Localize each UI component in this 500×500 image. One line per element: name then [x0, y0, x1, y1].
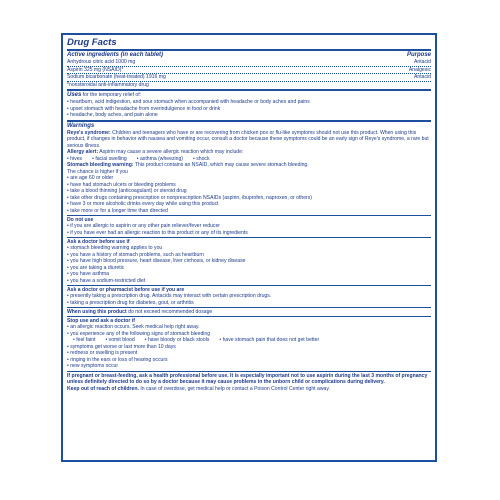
- when-using-section: [67, 309, 431, 316]
- ingredient-row: Aspirin 325 mg (NSAID)* Analgesic: [67, 66, 431, 73]
- list-item: • facial swelling: [92, 155, 127, 162]
- divider: [67, 120, 431, 122]
- do-not-use-section: [67, 217, 431, 237]
- list-item: • you have asthma: [67, 271, 109, 278]
- warnings-heading: Warnings: [67, 122, 95, 129]
- keep-out-of-reach: Keep out of reach of children. In case of overdose, get medical help or contact a Poison Control Center right away.: [67, 385, 330, 392]
- list-item: • asthma (wheezing): [136, 155, 183, 162]
- ingredient-footnote: *nonsteroidal anti-inflammatory drug: [67, 81, 149, 88]
- uses-section: [67, 92, 431, 119]
- list-item: • take other drugs containing prescription or nonprescription NSAIDs (aspirin, ibuprofen, naproxen, or others): [67, 194, 312, 201]
- list-item: • have 3 or more alcoholic drinks every day while using this product: [67, 201, 219, 207]
- list-item: • if you have ever had an allergic reaction to this product or any of its ingredients: [67, 229, 248, 236]
- list-item: • take more or for a longer time than directed: [67, 207, 168, 214]
- list-item: • ringing in the ears or loss of hearing occurs: [67, 356, 168, 363]
- bleeding-chance: The chance is higher if you: [67, 168, 128, 175]
- active-ingredients-header: [67, 52, 431, 59]
- divider: [67, 215, 431, 216]
- list-item: • take a blood thinning (anticoagulant) or steroid drug: [67, 188, 187, 194]
- list-item: • shock: [193, 155, 210, 162]
- do-not-use-heading: Do not use: [67, 216, 94, 223]
- list-item: • hives: [67, 155, 83, 162]
- purpose-heading: Purpose: [406, 52, 431, 58]
- stop-use-heading: Stop use and ask a doctor if: [67, 317, 135, 324]
- ask-doctor-heading: Ask a doctor before use if: [67, 238, 130, 245]
- divider: [67, 316, 431, 317]
- ask-pharmacist-section: [67, 287, 431, 307]
- ingredient-row: Sodium bicarbonate (heat-treated) 1916 mg Antacid: [67, 74, 431, 80]
- list-item: • you have high blood pressure, heart disease, liver cirrhosis, or kidney disease: [67, 258, 246, 265]
- uses-heading: Uses: [67, 92, 82, 98]
- list-item: • taking a prescription drug for diabetes, gout, or arthritis: [67, 299, 194, 306]
- list-item: • are age 60 or older: [67, 175, 114, 181]
- bleeding-warning: Stomach bleeding warning: This product contains an NSAID, which may cause severe stomach bleeding.: [67, 162, 309, 168]
- list-item: • redness or swelling is present: [67, 350, 138, 357]
- ask-pharmacist-heading: Ask a doctor or pharmacist before use if you are: [67, 286, 185, 293]
- list-item: • heartburn, acid indigestion, and sour stomach when accompanied with headache or body aches and pains: [67, 99, 310, 105]
- list-item: • have had stomach ulcers or bleeding problems: [67, 181, 176, 188]
- list-item: • symptoms get worse or last more than 10 days: [67, 343, 176, 350]
- list-item: • an allergic reaction occurs. Seek medical help right away.: [67, 324, 200, 331]
- ingredient-row: Anhydrous citric acid 1000 mg Antacid: [67, 59, 431, 65]
- divider: [67, 49, 431, 51]
- list-item: • upset stomach with headache from overindulgence in food or drink: [67, 105, 221, 112]
- list-item: • you are taking a diuretic: [67, 264, 125, 271]
- list-item: • stomach bleeding warning applies to you: [67, 245, 163, 252]
- warnings-section: [67, 123, 431, 215]
- uses-intro: for the temporary relief of:: [82, 92, 142, 98]
- list-item: • feel faint: [73, 337, 96, 344]
- list-item: • new symptoms occur: [67, 363, 119, 370]
- list-item: • vomit blood: [105, 337, 135, 344]
- list-item: • you experience any of the following signs of stomach bleeding: [67, 330, 211, 337]
- list-item: • have stomach pain that does not get better: [219, 337, 320, 344]
- active-ingredients-heading: Active ingredients (in each tablet): [67, 52, 164, 58]
- allergy-alert: Allergy alert: Aspirin may cause a severe allergic reaction which may include:: [67, 149, 244, 155]
- stop-use-section: [67, 318, 431, 370]
- list-item: • you have a sodium-restricted diet: [67, 277, 146, 284]
- active-ingredients-list: [67, 59, 431, 88]
- divider: [67, 237, 431, 238]
- divider: [67, 371, 431, 372]
- divider: [67, 307, 431, 308]
- list-item: • if you are allergic to aspirin or any other pain reliever/fever reducer: [67, 223, 220, 230]
- when-using-text: do not exceed recommended dosage: [128, 308, 213, 315]
- list-item: • headache, body aches, and pain alone: [67, 112, 158, 118]
- list-item: • presently taking a prescription drug. Antacids may interact with certain prescription drugs.: [67, 293, 272, 300]
- divider: [67, 285, 431, 286]
- drug-facts-panel: [61, 33, 437, 462]
- reye-warning: Reye's syndrome: Children and teenagers who have or are recovering from chicken pox or flu-like symptoms should not use this product. When using this product, if changes in behavior with nausea and vomiting occur, consult a doctor because these symptoms could be an early sign of Reye's syndrome, a rare but serious illness.: [67, 129, 429, 149]
- when-using-heading: When using this product: [67, 308, 127, 315]
- drug-facts-title: Drug Facts: [67, 37, 117, 48]
- pregnancy-warning: If pregnant or breast-feeding, ask a health professional before use. It is especially important not to use aspirin during the last 3 months of pregnancy unless definitely directed to do so by a doctor because it may cause problems in the unborn child or complications during delivery.: [67, 372, 428, 386]
- list-item: • you have a history of stomach problems, such as heartburn: [67, 251, 204, 258]
- ask-doctor-section: [67, 239, 431, 285]
- divider: [67, 89, 431, 91]
- list-item: • have bloody or black stools: [144, 337, 210, 344]
